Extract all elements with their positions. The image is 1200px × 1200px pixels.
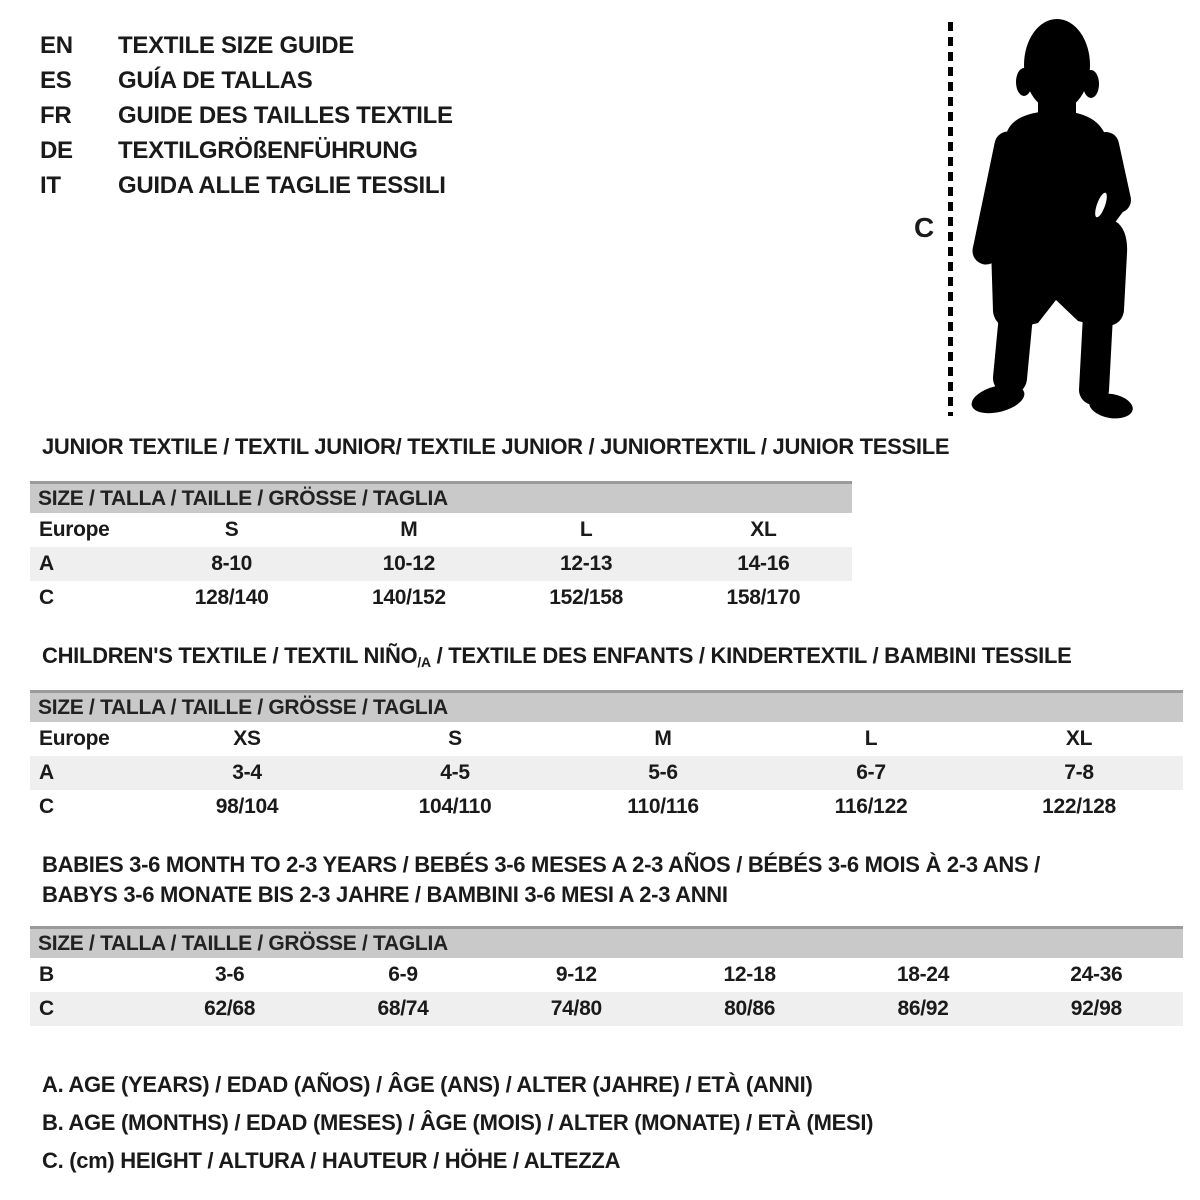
size-value: 12-18 [723, 963, 776, 986]
size-value: XL [1065, 727, 1093, 750]
size-value: 14-16 [737, 552, 790, 575]
measurement-legend [42, 1066, 873, 1180]
row-label: A [39, 552, 54, 575]
size-value: 9-12 [555, 963, 597, 986]
lang-row-en [40, 28, 453, 63]
lang-code-en: EN [40, 32, 73, 59]
children-row-height [30, 790, 1183, 824]
size-value: 128/140 [194, 586, 269, 609]
children-section-heading [42, 641, 1071, 673]
legend-line-age-months: B. AGE (MONTHS) / EDAD (MESES) / ÂGE (MOIS) / ALTER (MONATE) / ETÀ (MESI) [42, 1110, 874, 1135]
size-value: 3-4 [232, 761, 262, 784]
row-label: Europe [39, 727, 110, 750]
size-value: 110/116 [627, 795, 699, 818]
children-heading-post: / TEXTILE DES ENFANTS / KINDERTEXTIL / BAMBINI TESSILE [430, 643, 1072, 668]
size-value: 62/68 [204, 997, 256, 1020]
lang-title-en: TEXTILE SIZE GUIDE [118, 32, 354, 59]
children-size-table [30, 690, 1183, 824]
height-measure-dashed-line [948, 22, 953, 416]
size-value: 24-36 [1070, 963, 1123, 986]
size-value: 10-12 [382, 552, 435, 575]
babies-heading-line1: BABIES 3-6 MONTH TO 2-3 YEARS / BEBÉS 3-6 MESES A 2-3 AÑOS / BÉBÉS 3-6 MOIS À 2-3 ANS / [42, 852, 1040, 877]
lang-code-es: ES [40, 67, 72, 94]
size-value: S [448, 727, 462, 750]
children-row-age [30, 756, 1183, 790]
row-label: C [39, 997, 54, 1020]
junior-row-europe [30, 513, 852, 547]
size-value: 92/98 [1070, 997, 1122, 1020]
size-value: 152/158 [549, 586, 624, 609]
lang-row-fr [40, 98, 453, 133]
size-value: 86/92 [897, 997, 949, 1020]
children-row-europe [30, 722, 1183, 756]
babies-size-table [30, 926, 1183, 1026]
lang-code-de: DE [40, 137, 73, 164]
size-value: 74/80 [550, 997, 602, 1020]
language-title-block [40, 28, 453, 203]
legend-line-height-cm: C. (cm) HEIGHT / ALTURA / HAUTEUR / HÖHE / ALTEZZA [42, 1148, 621, 1173]
size-value: 116/122 [834, 795, 908, 818]
lang-title-es: GUÍA DE TALLAS [118, 67, 313, 94]
height-measure-label: C [914, 212, 934, 243]
junior-section-heading: JUNIOR TEXTILE / TEXTIL JUNIOR/ TEXTILE JUNIOR / JUNIORTEXTIL / JUNIOR TESSILE [42, 434, 950, 459]
lang-code-fr: FR [40, 102, 72, 129]
row-label: C [39, 795, 54, 818]
babies-heading-line2: BABYS 3-6 MONATE BIS 2-3 JAHRE / BAMBINI 3-6 MESI A 2-3 ANNI [42, 882, 728, 907]
lang-row-de [40, 133, 453, 168]
size-value: 98/104 [215, 795, 279, 818]
toddler-silhouette-icon [968, 15, 1140, 420]
lang-row-it [40, 168, 453, 203]
size-value: 158/170 [726, 586, 801, 609]
lang-title-de: TEXTILGRÖßENFÜHRUNG [118, 137, 418, 164]
size-value: XL [750, 518, 777, 541]
row-label: A [39, 761, 54, 784]
lang-code-it: IT [40, 172, 61, 199]
size-value: 18-24 [896, 963, 950, 986]
junior-row-age [30, 547, 852, 581]
size-value: 68/74 [377, 997, 429, 1020]
size-value: 140/152 [371, 586, 446, 609]
size-value: L [864, 727, 878, 750]
lang-title-fr: GUIDE DES TAILLES TEXTILE [118, 102, 453, 129]
size-value: 104/110 [418, 795, 492, 818]
babies-row-height [30, 992, 1183, 1026]
size-value: M [400, 518, 418, 541]
babies-row-months [30, 958, 1183, 992]
row-label: B [39, 963, 54, 986]
children-heading-subscript: /A [417, 654, 431, 670]
junior-row-height [30, 581, 852, 615]
size-value: 4-5 [440, 761, 470, 784]
babies-section-heading [42, 850, 1040, 910]
children-size-header-bar: SIZE / TALLA / TAILLE / GRÖSSE / TAGLIA [30, 690, 1183, 722]
size-value: 6-7 [856, 761, 886, 784]
size-value: 6-9 [388, 963, 418, 986]
size-value: L [579, 518, 593, 541]
row-label: Europe [39, 518, 110, 541]
size-value: 7-8 [1064, 761, 1094, 784]
children-heading-pre: CHILDREN'S TEXTILE / TEXTIL NIÑO [42, 643, 418, 668]
babies-size-header-bar: SIZE / TALLA / TAILLE / GRÖSSE / TAGLIA [30, 926, 1183, 958]
size-value: 8-10 [211, 552, 253, 575]
size-value: M [654, 727, 672, 750]
size-value: 80/86 [724, 997, 776, 1020]
size-value: 5-6 [648, 761, 678, 784]
size-value: XS [233, 727, 261, 750]
legend-line-age-years: A. AGE (YEARS) / EDAD (AÑOS) / ÂGE (ANS) / ALTER (JAHRE) / ETÀ (ANNI) [42, 1072, 813, 1097]
lang-row-es [40, 63, 453, 98]
junior-size-table [30, 481, 852, 615]
lang-title-it: GUIDA ALLE TAGLIE TESSILI [118, 172, 446, 199]
row-label: C [39, 586, 54, 609]
junior-size-header-bar: SIZE / TALLA / TAILLE / GRÖSSE / TAGLIA [30, 481, 852, 513]
size-value: 12-13 [560, 552, 613, 575]
size-value: S [224, 518, 239, 541]
size-value: 3-6 [214, 963, 245, 986]
size-value: 122/128 [1042, 795, 1116, 818]
